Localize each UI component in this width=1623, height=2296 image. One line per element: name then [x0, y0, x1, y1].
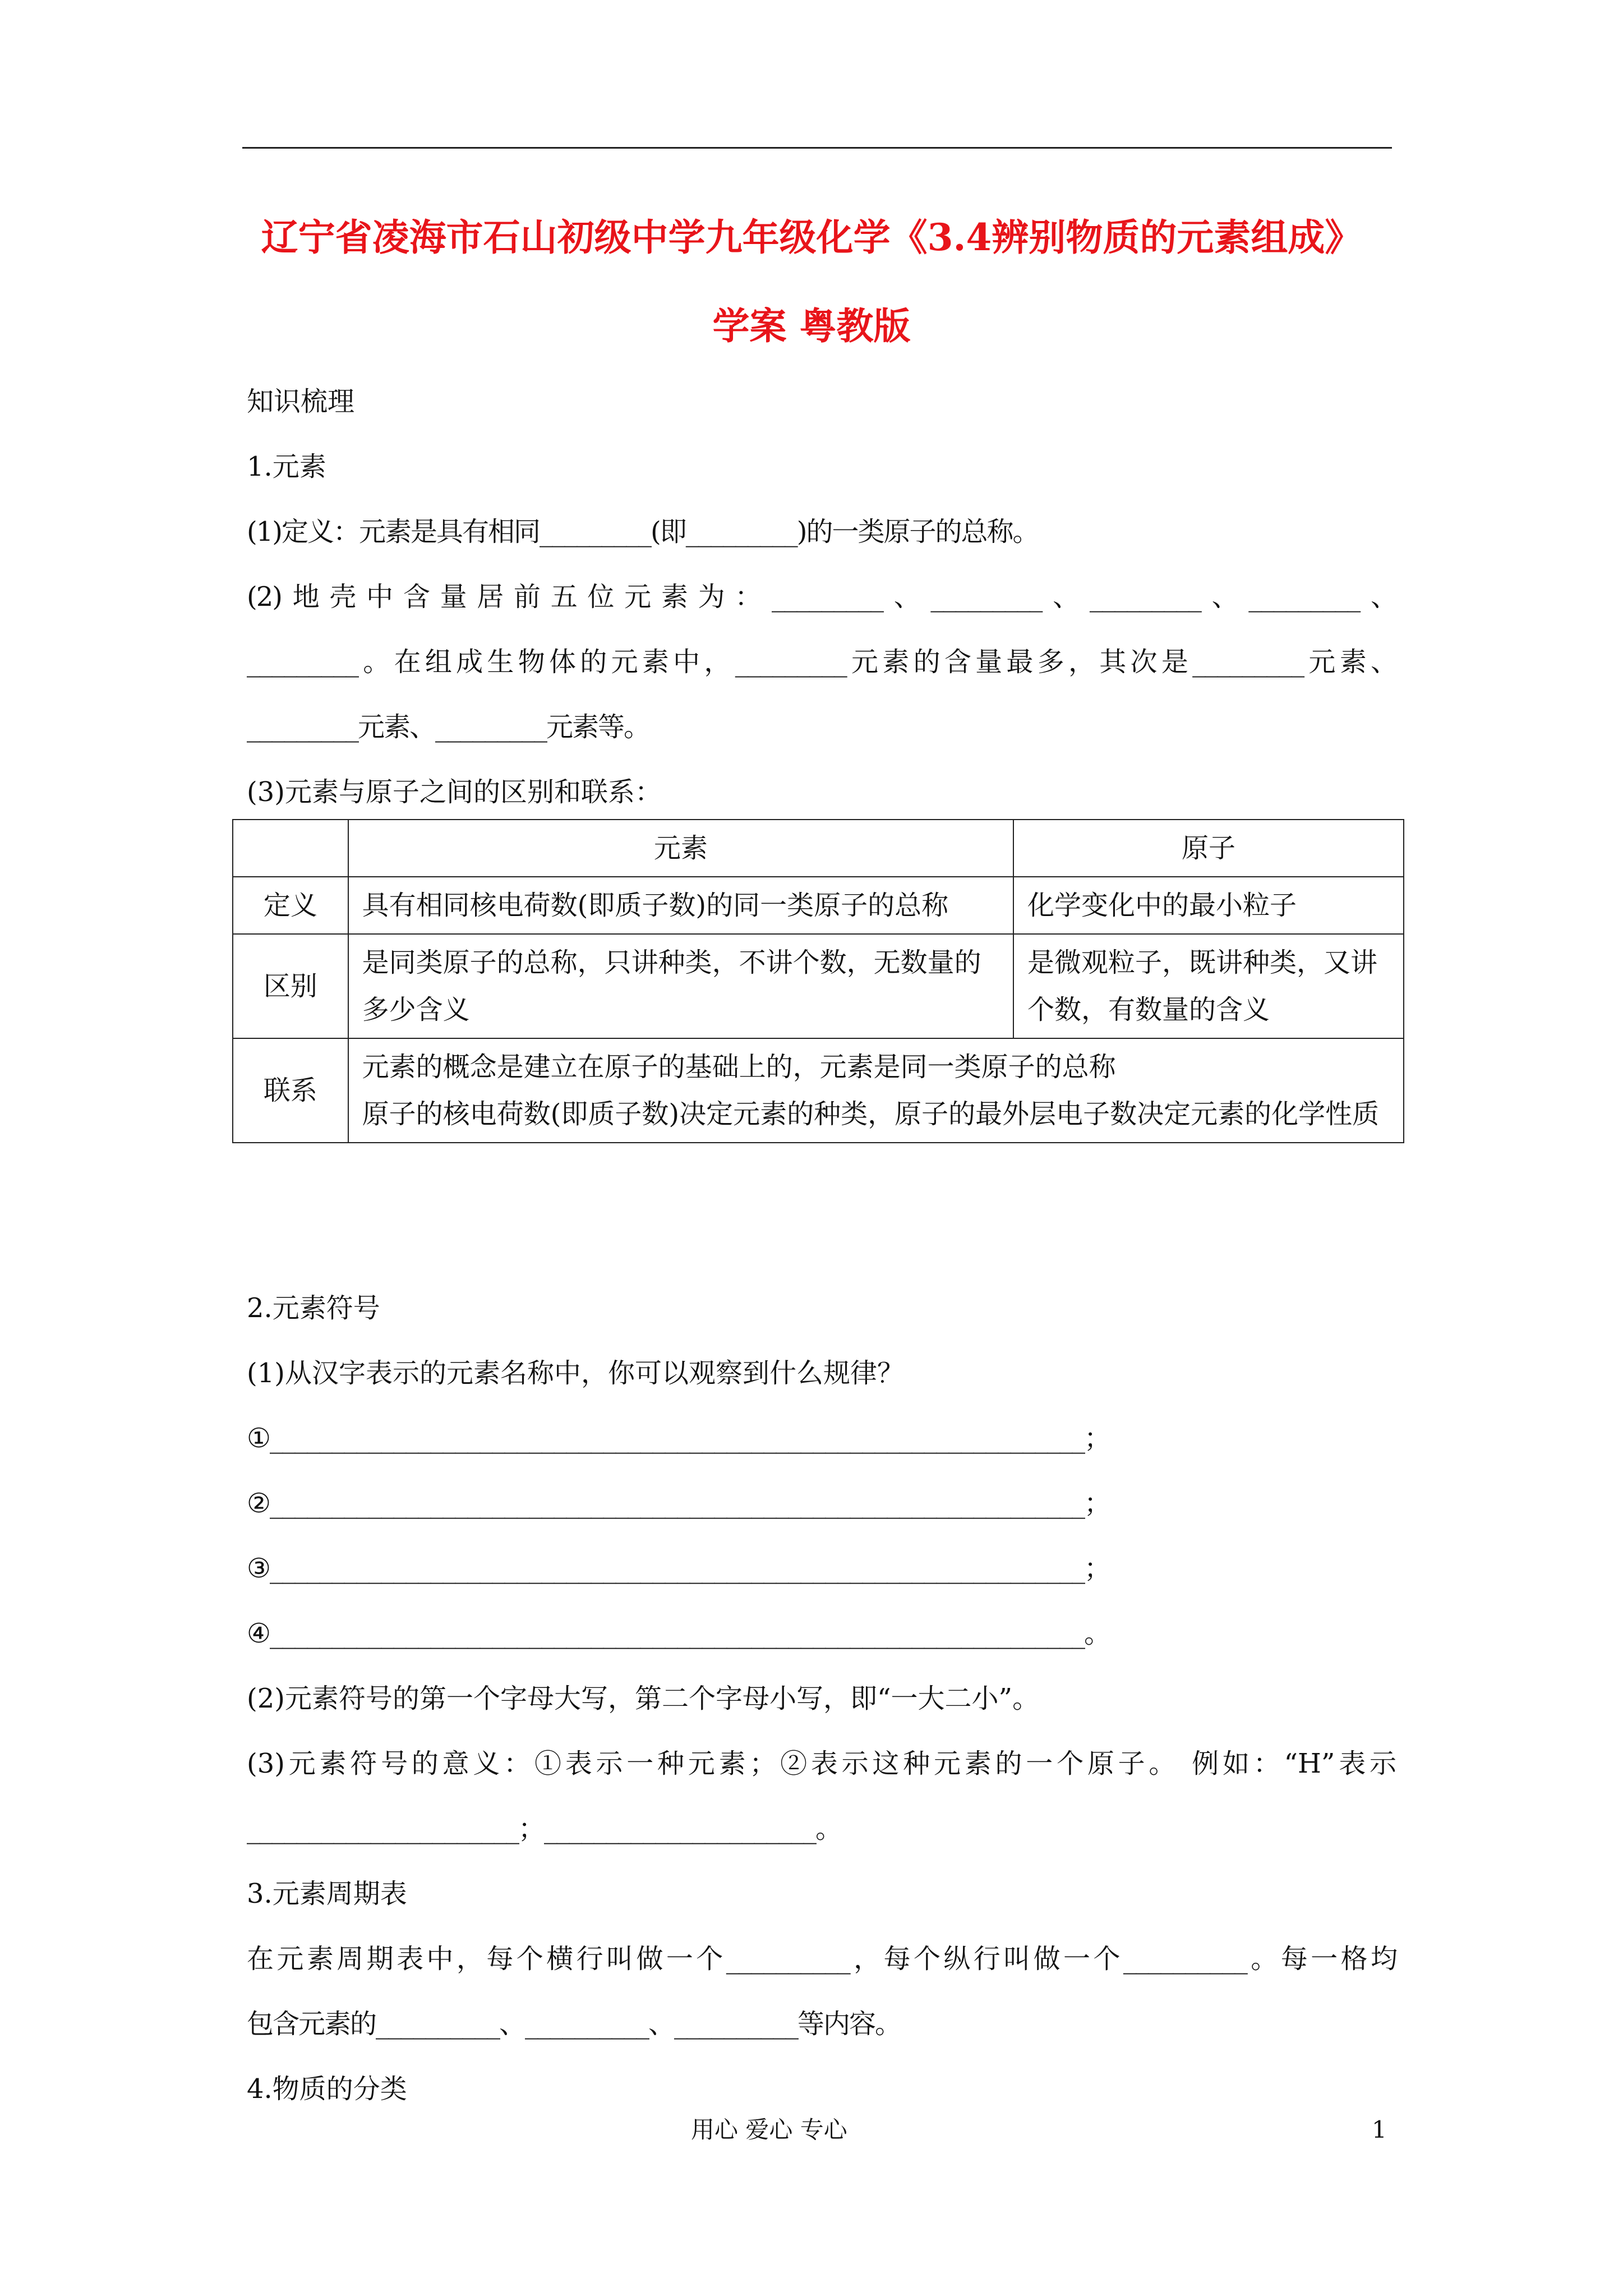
cell-atom-difference: 是微观粒子，既讲种类，又讲个数，有数量的含义	[1013, 934, 1404, 1038]
document-title-line1: 辽宁省凌海市石山初级中学九年级化学《3.4辨别物质的元素组成》	[261, 215, 1362, 259]
cell-element-difference: 是同类原子的总称，只讲种类，不讲个数，无数量的多少含义	[348, 934, 1013, 1038]
section-2-symbol-meaning: (3)元素符号的意义：①表示一种元素；②表示这种元素的一个原子。 例如：“H”表示	[247, 1748, 1396, 1779]
page-number: 1	[1372, 2116, 1387, 2143]
table-header-element: 元素	[348, 820, 1013, 877]
section-1-organism-elements-cont: _________元素、_________元素等。	[247, 711, 650, 743]
section-1-crust-elements: (2)地壳中含量居前五位元素为：_________、_________、_________、_________、	[247, 581, 1396, 613]
table-row-definition	[233, 877, 1404, 934]
section-1-organism-elements: _________。在组成生物体的元素中，_________元素的含量最多，其次是_________元素、	[247, 646, 1396, 678]
element-atom-table	[232, 819, 1404, 1143]
footer-motto: 用心 爱心 专心	[691, 2116, 847, 2143]
cell-atom-definition: 化学变化中的最小粒子	[1013, 877, 1404, 934]
cell-relation	[348, 1038, 1404, 1143]
section-2-answer-line-4: ④__________________________________________________________________。	[247, 1618, 1110, 1649]
row-label-relation: 联系	[233, 1038, 348, 1143]
relation-line-2: 原子的核电荷数(即质子数)决定元素的种类，原子的最外层电子数决定元素的化学性质	[362, 1098, 1380, 1130]
table-row-relation	[233, 1038, 1404, 1143]
section-1-definition: (1)定义：元素是具有相同_________(即_________)的一类原子的总称。	[247, 516, 1039, 547]
relation-line-1: 元素的概念是建立在原子的基础上的，元素是同一类原子的总称	[362, 1051, 1116, 1083]
table-header-row	[233, 820, 1404, 877]
section-2-question: (1)从汉字表示的元素名称中，你可以观察到什么规律？	[247, 1358, 904, 1389]
table-header-atom: 原子	[1013, 820, 1404, 877]
document-title-line2: 学案 粤教版	[712, 304, 911, 348]
section-2-answer-line-2: ②__________________________________________________________________；	[247, 1488, 1110, 1519]
section-3-periods-groups: 在元素周期表中，每个横行叫做一个__________，每个纵行叫做一个__________。每一格均	[247, 1943, 1396, 1975]
section-4-title: 4.物质的分类	[247, 2073, 407, 2105]
section-1-title: 1.元素	[247, 451, 326, 482]
section-2-answer-line-3: ③__________________________________________________________________；	[247, 1553, 1110, 1584]
section-heading: 知识梳理	[247, 386, 355, 417]
row-label-definition: 定义	[233, 877, 348, 934]
section-3-title: 3.元素周期表	[247, 1878, 407, 1910]
section-2-symbol-meaning-blanks: ______________________；______________________。	[247, 1813, 842, 1844]
section-2-answer-line-1: ①__________________________________________________________________；	[247, 1423, 1110, 1454]
section-1-comparison-intro: (3)元素与原子之间的区别和联系：	[247, 776, 662, 808]
cell-element-definition: 具有相同核电荷数(即质子数)的同一类原子的总称	[348, 877, 1013, 934]
row-label-difference: 区别	[233, 934, 348, 1038]
section-2-capitalization-rule: (2)元素符号的第一个字母大写，第二个字母小写，即“一大二小”。	[247, 1683, 1040, 1714]
section-3-cell-contents: 包含元素的__________、__________、__________等内容。	[247, 2008, 901, 2040]
table-row-difference	[233, 934, 1404, 1038]
header-rule	[242, 147, 1392, 149]
section-2-title: 2.元素符号	[247, 1292, 380, 1324]
table-header-corner	[233, 820, 348, 877]
